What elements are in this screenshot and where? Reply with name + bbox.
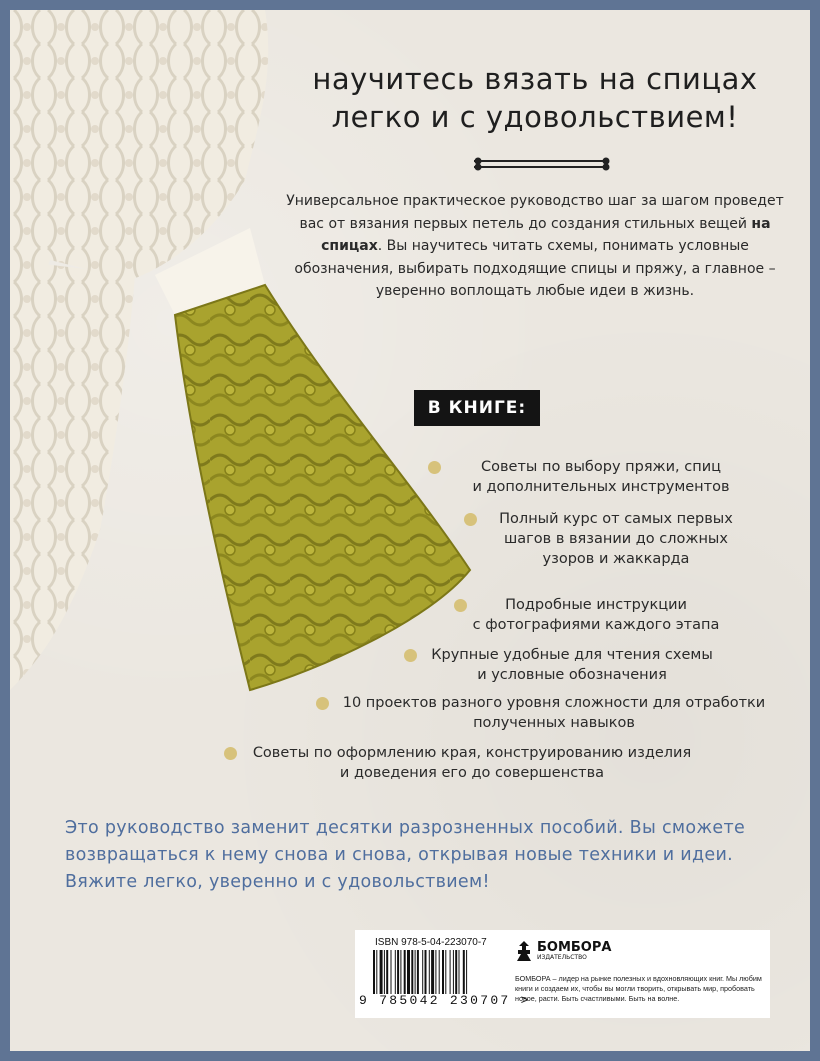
bullet-icon xyxy=(404,649,417,662)
publisher-name: БОМБОРА xyxy=(537,939,612,955)
barcode-bar xyxy=(415,950,416,994)
feature-text xyxy=(422,645,722,685)
barcode-bar xyxy=(417,950,419,994)
publisher-sub: ИЗДАТЕЛЬСТВО xyxy=(537,953,587,961)
headline-line-1: научитесь вязать на спицах xyxy=(312,62,758,96)
feature-text xyxy=(480,509,752,569)
barcode-bar xyxy=(425,950,427,994)
bullet-icon xyxy=(464,513,477,526)
feature-text xyxy=(472,595,720,635)
barcode-bar xyxy=(466,950,467,994)
in-book-label: В КНИГЕ: xyxy=(414,390,540,426)
barcode-digits: 9 785042 230707 > xyxy=(359,993,531,1008)
headline-line-2: легко и с удовольствием! xyxy=(331,100,739,134)
feature-line: 10 проектов разного уровня сложности для отработки xyxy=(342,695,766,711)
barcode-bar xyxy=(442,950,444,994)
feature-line: Советы по выбору пряжи, спиц xyxy=(481,459,721,475)
barcode-bar xyxy=(431,950,434,994)
isbn-text: ISBN 978-5-04-223070-7 xyxy=(375,937,487,948)
barcode-bar xyxy=(459,950,460,994)
back-cover xyxy=(10,10,810,1051)
barcode-bar xyxy=(422,950,423,994)
intro-text-2: . Вы научитесь читать схемы, понимать условные обозначения, выбирать подходящие спицы и пряжу, а главное – уверенно воплощать любые идеи в жизнь. xyxy=(294,238,776,299)
feature-line: с фотографиями каждого этапа xyxy=(472,617,720,633)
intro-text-1: Универсальное практическое руководство шаг за шагом проведет вас от вязания первых петель до создания стильных вещей xyxy=(286,193,784,232)
summary-paragraph xyxy=(65,815,785,896)
publisher-note: БОМБОРА – лидер на рынке полезных и вдохновляющих книг. Мы любим книги и создаем их, чтобы вы могли творить, открывать мир, пробовать новое, расти. Быть счастливыми. Быть на волне. xyxy=(515,974,762,1003)
barcode-bar xyxy=(450,950,451,994)
barcode-bar xyxy=(407,950,410,994)
barcode-bar xyxy=(384,950,385,994)
barcode-bar xyxy=(400,950,401,994)
barcode-bar xyxy=(463,950,465,994)
feature-text xyxy=(446,457,756,497)
barcode-bar xyxy=(380,950,383,994)
summary-line-2: возвращаться к нему снова и снова, открывая новые техники и идеи. xyxy=(65,845,733,865)
bullet-icon xyxy=(224,747,237,760)
barcode-bar xyxy=(453,950,454,994)
feature-line: Крупные удобные для чтения схемы xyxy=(431,647,713,663)
feature-line: Подробные инструкции xyxy=(505,597,687,613)
summary-line-3: Вяжите легко, уверенно и с удовольствием! xyxy=(65,872,490,892)
summary-line-1: Это руководство заменит десятки разрозненных пособий. Вы сможете xyxy=(65,818,746,838)
barcode-bar xyxy=(411,950,413,994)
feature-line: полученных навыков xyxy=(473,715,635,731)
feature-line: шагов в вязании до сложных xyxy=(504,531,728,547)
feature-line: и доведения его до совершенства xyxy=(339,765,605,781)
barcode xyxy=(373,950,501,994)
feature-line: Полный курс от самых первых xyxy=(499,511,733,527)
feature-text xyxy=(242,743,702,783)
headline xyxy=(260,60,810,136)
knitting-needles-icon xyxy=(472,155,612,173)
barcode-bar xyxy=(376,950,377,994)
intro-bold: на спицах xyxy=(321,215,771,254)
intro-paragraph xyxy=(285,190,785,303)
barcode-bar xyxy=(445,950,446,994)
feature-line: и условные обозначения xyxy=(477,667,667,683)
feature-line: и дополнительных инструментов xyxy=(472,479,730,495)
publisher-logo xyxy=(515,940,611,962)
bullet-icon xyxy=(454,599,467,612)
feature-line: узоров и жаккарда xyxy=(542,551,690,567)
barcode-panel xyxy=(355,930,770,1018)
feature-text xyxy=(334,693,774,733)
barcode-bar xyxy=(455,950,457,994)
barcode-bar xyxy=(429,950,430,994)
barcode-bar xyxy=(373,950,375,994)
publisher-logo-icon xyxy=(515,940,533,962)
barcode-bar xyxy=(386,950,388,994)
bullet-icon xyxy=(428,461,441,474)
feature-line: Советы по оформлению края, конструированию изделия xyxy=(252,745,692,761)
barcode-bar xyxy=(395,950,396,994)
barcode-bar xyxy=(435,950,436,994)
barcode-bar xyxy=(391,950,392,994)
bullet-icon xyxy=(316,697,329,710)
barcode-bar xyxy=(404,950,406,994)
barcode-bar xyxy=(397,950,399,994)
barcode-bar xyxy=(439,950,440,994)
